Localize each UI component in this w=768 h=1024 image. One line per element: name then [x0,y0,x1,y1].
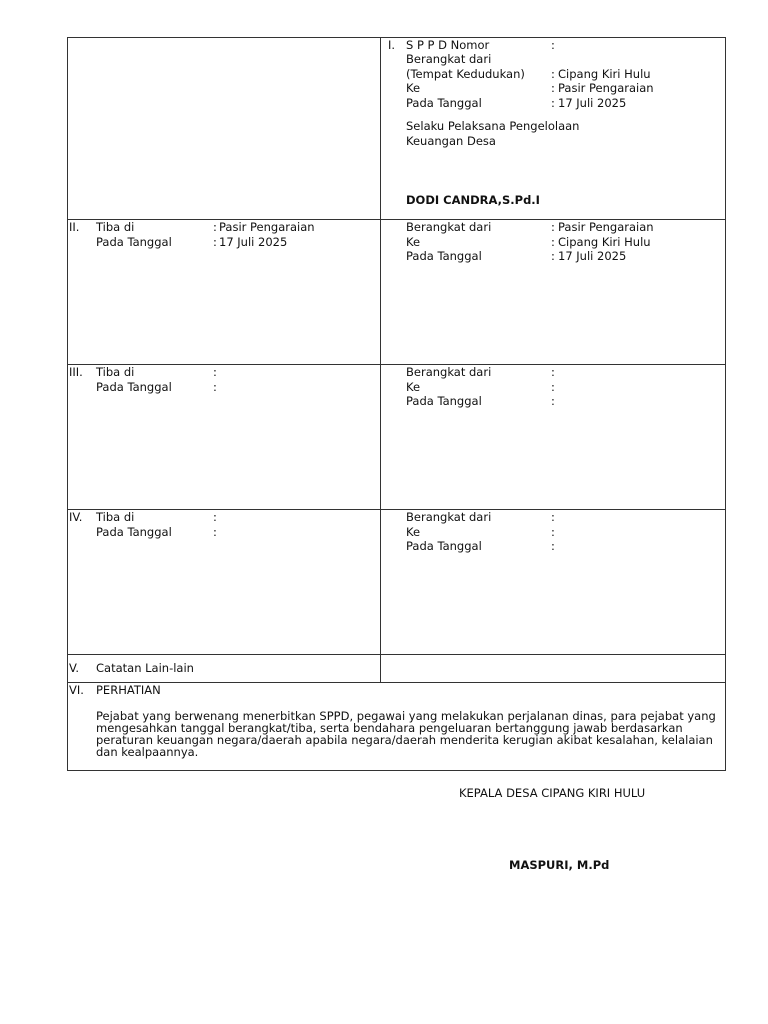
colon: : [551,249,555,263]
colon: : [213,235,217,249]
tanggal-label: Pada Tanggal [406,249,482,263]
tanggal-label: Pada Tanggal [96,525,172,539]
tiba-di-label: Tiba di [96,510,135,524]
tiba-di-label: Tiba di [96,220,135,234]
ke-label: Ke [406,525,421,539]
tiba-di-value: Pasir Pengaraian [219,220,315,234]
tiba-di-label: Tiba di [96,365,135,379]
berangkat-dari-label: Berangkat dari [406,220,492,234]
section-number: VI. [69,683,84,697]
ke-value: Pasir Pengaraian [558,81,654,95]
ke-value: Cipang Kiri Hulu [558,235,651,249]
section-number: I. [388,38,396,52]
perhatian-text: Pejabat yang berwenang menerbitkan SPPD, pegawai yang melakukan perjalanan dinas, para pejabat yang mengesahkan tanggal berangkat/tiba, serta bendahara pengeluaran bertanggung jawab berdasarkan peraturan keuangan negara/daerah apabila negara/daerah menderita kerugian akibat kesalahan, kelalaian dan kealpaannya. [96,709,716,759]
colon: : [213,220,217,234]
tanggal-label: Pada Tanggal [96,235,172,249]
tanggal-label: Pada Tanggal [406,96,482,110]
colon: : [551,539,555,553]
tanggal-label: Pada Tanggal [406,394,482,408]
sppd-form-table [67,37,726,771]
tempat-kedudukan-value: Cipang Kiri Hulu [558,67,651,81]
colon: : [213,525,217,539]
perhatian-heading: PERHATIAN [96,683,161,697]
row-divider [68,509,725,510]
tempat-kedudukan-label: (Tempat Kedudukan) [406,67,525,81]
colon: : [213,365,217,379]
tanggal-value: 17 Juli 2025 [219,235,288,249]
tanggal-value: 17 Juli 2025 [558,96,627,110]
row-divider [68,364,725,365]
catatan-label: Catatan Lain-lain [96,661,194,675]
colon: : [551,394,555,408]
colon: : [551,525,555,539]
footer-title: KEPALA DESA CIPANG KIRI HULU [459,786,646,800]
berangkat-dari-value: Pasir Pengaraian [558,220,654,234]
ke-label: Ke [406,380,421,394]
berangkat-dari-label: Berangkat dari [406,52,492,66]
role-line-2: Keuangan Desa [406,134,496,148]
colon: : [551,96,555,110]
berangkat-dari-label: Berangkat dari [406,510,492,524]
berangkat-dari-label: Berangkat dari [406,365,492,379]
column-divider [380,38,381,682]
colon: : [551,67,555,81]
colon: : [213,380,217,394]
section-number: III. [69,365,83,379]
colon: : [551,365,555,379]
footer-signer: MASPURI, M.Pd [509,858,610,872]
sppd-number-label: S P P D Nomor [406,38,490,52]
section-number: II. [69,220,80,234]
colon: : [551,510,555,524]
role-line-1: Selaku Pelaksana Pengelolaan [406,119,580,133]
ke-label: Ke [406,81,421,95]
row-divider [68,682,725,683]
colon: : [551,220,555,234]
row-divider [68,654,725,655]
signer-name: DODI CANDRA,S.Pd.I [406,193,540,207]
colon: : [551,81,555,95]
section-number: IV. [69,510,83,524]
colon: : [551,38,555,52]
colon: : [551,380,555,394]
colon: : [213,510,217,524]
tanggal-label: Pada Tanggal [406,539,482,553]
tanggal-value: 17 Juli 2025 [558,249,627,263]
tanggal-label: Pada Tanggal [96,380,172,394]
section-number: V. [69,661,80,675]
colon: : [551,235,555,249]
ke-label: Ke [406,235,421,249]
